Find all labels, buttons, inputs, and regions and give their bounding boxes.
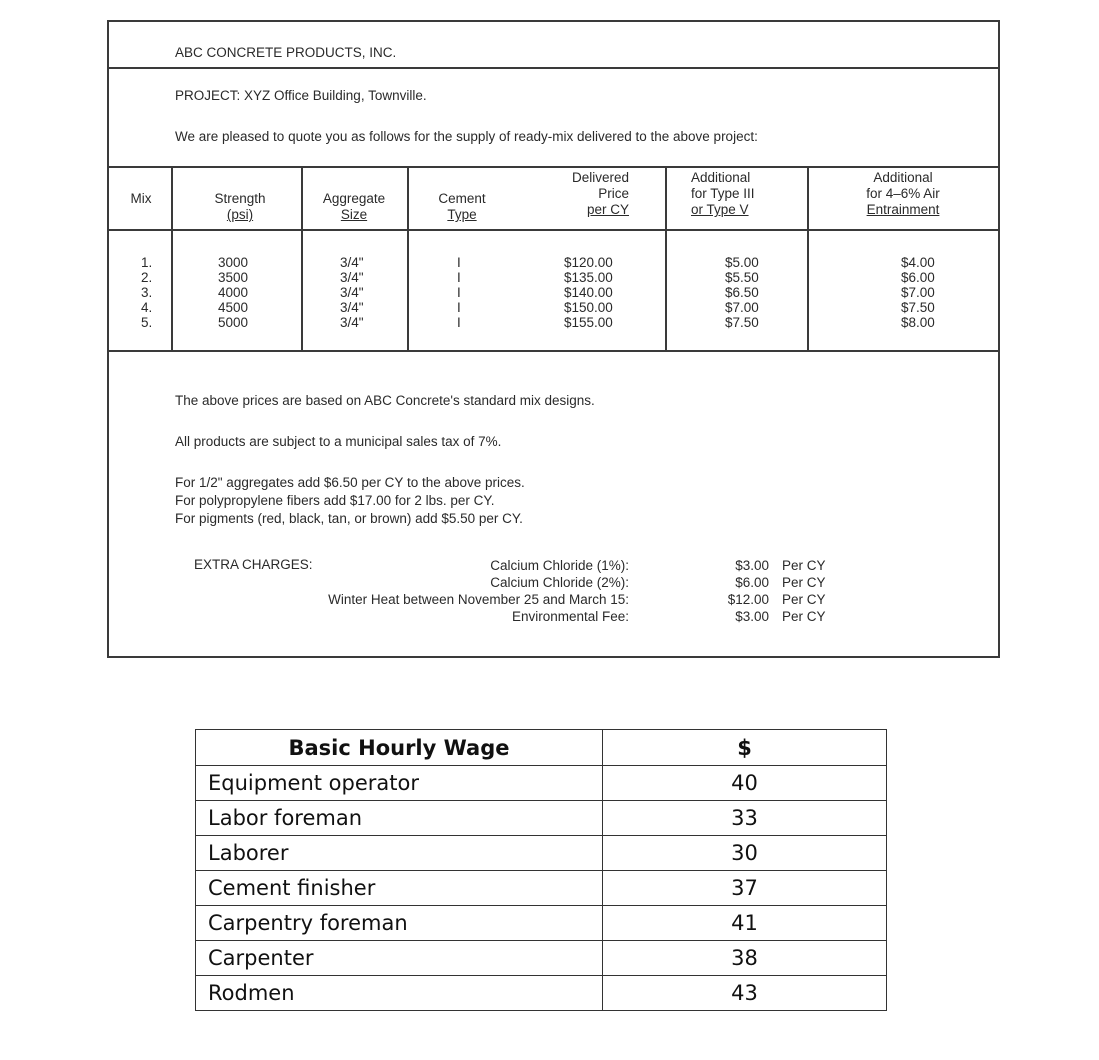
header-air (843, 170, 963, 218)
wage-value: 40 (603, 766, 887, 801)
cell-air: $7.00 (901, 285, 935, 300)
cell-type3: $7.50 (725, 315, 759, 330)
note-add-line: For 1/2" aggregates add $6.50 per CY to the above prices. (175, 475, 525, 490)
wage-label: Cement finisher (196, 871, 603, 906)
extra-charge-amount: $3.00 (735, 609, 769, 624)
cell-aggregate: 3/4" (340, 270, 364, 285)
intro-line: We are pleased to quote you as follows for the supply of ready-mix delivered to the above project: (175, 129, 758, 144)
wage-label: Carpentry foreman (196, 906, 603, 941)
wage-value: 37 (603, 871, 887, 906)
column-air (901, 255, 935, 330)
note-adds (175, 474, 525, 528)
wage-label: Equipment operator (196, 766, 603, 801)
extra-charge-names (229, 557, 629, 625)
cell-cement: I (457, 315, 461, 330)
extra-charge-amount: $3.00 (735, 558, 769, 573)
wage-row (196, 801, 887, 836)
header-air-line: for 4–6% Air (866, 186, 940, 201)
extra-charge-unit: Per CY (782, 592, 826, 607)
cell-cement: I (457, 255, 461, 270)
cell-price: $150.00 (564, 300, 613, 315)
wage-value: 38 (603, 941, 887, 976)
header-price-line: Price (598, 186, 629, 201)
column-cement (457, 255, 461, 330)
extra-charge-name: Calcium Chloride (2%): (490, 575, 629, 590)
column-mix (141, 255, 152, 330)
cell-mix: 4. (141, 300, 153, 315)
extra-charge-name: Winter Heat between November 25 and March 15: (328, 592, 629, 607)
wage-label: Rodmen (196, 976, 603, 1011)
divider (109, 229, 998, 231)
header-price (529, 170, 629, 218)
cell-mix: 2. (141, 270, 153, 285)
cell-type3: $7.00 (725, 300, 759, 315)
header-type3-line: or Type V (691, 202, 749, 217)
cell-type3: $6.50 (725, 285, 759, 300)
cell-strength: 4000 (218, 285, 249, 300)
column-divider (807, 166, 809, 350)
header-type3-line: Additional (691, 170, 751, 185)
header-type3-line: for Type III (691, 186, 755, 201)
divider (109, 166, 998, 168)
extra-charge-name: Calcium Chloride (1%): (490, 558, 629, 573)
wage-row (196, 871, 887, 906)
wage-table (195, 729, 887, 1011)
extra-charge-name: Environmental Fee: (511, 609, 629, 624)
header-cement-line: Type (447, 207, 477, 222)
header-strength (195, 191, 285, 223)
note-standard: The above prices are based on ABC Concrete's standard mix designs. (175, 393, 595, 408)
extra-charge-amount: $12.00 (727, 592, 769, 607)
header-aggregate (309, 191, 399, 223)
wage-header-label: Basic Hourly Wage (196, 730, 603, 766)
extra-charges-label: EXTRA CHARGES: (194, 557, 313, 572)
cell-price: $155.00 (564, 315, 613, 330)
header-mix (121, 191, 161, 207)
header-price-line: Delivered (571, 170, 629, 185)
wage-header-row (196, 730, 887, 766)
cell-mix: 1. (141, 255, 153, 270)
cell-type3: $5.50 (725, 270, 759, 285)
project-line: PROJECT: XYZ Office Building, Townville. (175, 88, 427, 103)
cell-aggregate: 3/4" (340, 285, 364, 300)
cell-aggregate: 3/4" (340, 315, 364, 330)
column-divider (665, 166, 667, 350)
cell-air: $8.00 (901, 315, 935, 330)
note-add-line: For polypropylene fibers add $17.00 for 2 lbs. per CY. (175, 493, 495, 508)
extra-charge-unit: Per CY (782, 609, 826, 624)
cell-air: $6.00 (901, 270, 935, 285)
header-cement-line: Cement (438, 191, 486, 206)
header-aggregate-line: Size (340, 207, 368, 222)
header-cement (409, 191, 515, 223)
cell-type3: $5.00 (725, 255, 759, 270)
extra-charge-amount: $6.00 (735, 575, 769, 590)
column-divider (301, 166, 303, 350)
cell-price: $140.00 (564, 285, 613, 300)
cell-strength: 5000 (218, 315, 249, 330)
header-air-line: Entrainment (866, 202, 940, 217)
cell-cement: I (457, 300, 461, 315)
header-strength-line: (psi) (226, 207, 254, 222)
wage-value: 43 (603, 976, 887, 1011)
extra-charge-unit: Per CY (782, 558, 826, 573)
cell-price: $120.00 (564, 255, 613, 270)
divider (109, 350, 998, 352)
header-type3 (675, 170, 785, 218)
cell-strength: 3500 (218, 270, 249, 285)
extra-charge-units (782, 557, 826, 625)
cell-aggregate: 3/4" (340, 255, 364, 270)
company-name: ABC CONCRETE PRODUCTS, INC. (175, 45, 397, 60)
column-aggregate (340, 255, 364, 330)
note-tax: All products are subject to a municipal sales tax of 7%. (175, 434, 502, 449)
wage-label: Laborer (196, 836, 603, 871)
wage-row (196, 766, 887, 801)
cell-price: $135.00 (564, 270, 613, 285)
header-aggregate-line: Aggregate (322, 191, 386, 206)
wage-label: Carpenter (196, 941, 603, 976)
header-mix-label: Mix (130, 191, 152, 206)
header-price-line: per CY (586, 202, 629, 217)
wage-row (196, 906, 887, 941)
note-add-line: For pigments (red, black, tan, or brown) add $5.50 per CY. (175, 511, 523, 526)
cell-strength: 3000 (218, 255, 249, 270)
cell-air: $4.00 (901, 255, 935, 270)
divider (109, 67, 998, 69)
wage-value: 30 (603, 836, 887, 871)
cell-cement: I (457, 270, 461, 285)
header-air-line: Additional (873, 170, 933, 185)
column-divider (171, 166, 173, 350)
cell-aggregate: 3/4" (340, 300, 364, 315)
wage-row (196, 941, 887, 976)
wage-row (196, 976, 887, 1011)
wage-value: 33 (603, 801, 887, 836)
extra-charge-amounts (694, 557, 769, 625)
wage-row (196, 836, 887, 871)
column-price (564, 255, 613, 330)
wage-label: Labor foreman (196, 801, 603, 836)
cell-mix: 3. (141, 285, 153, 300)
cell-cement: I (457, 285, 461, 300)
wage-header-unit: $ (603, 730, 887, 766)
extra-charge-unit: Per CY (782, 575, 826, 590)
wage-value: 41 (603, 906, 887, 941)
cell-strength: 4500 (218, 300, 249, 315)
cell-mix: 5. (141, 315, 153, 330)
cell-air: $7.50 (901, 300, 935, 315)
quote-sheet (107, 20, 1000, 658)
header-strength-line: Strength (214, 191, 266, 206)
column-strength (218, 255, 248, 330)
column-type3 (725, 255, 759, 330)
